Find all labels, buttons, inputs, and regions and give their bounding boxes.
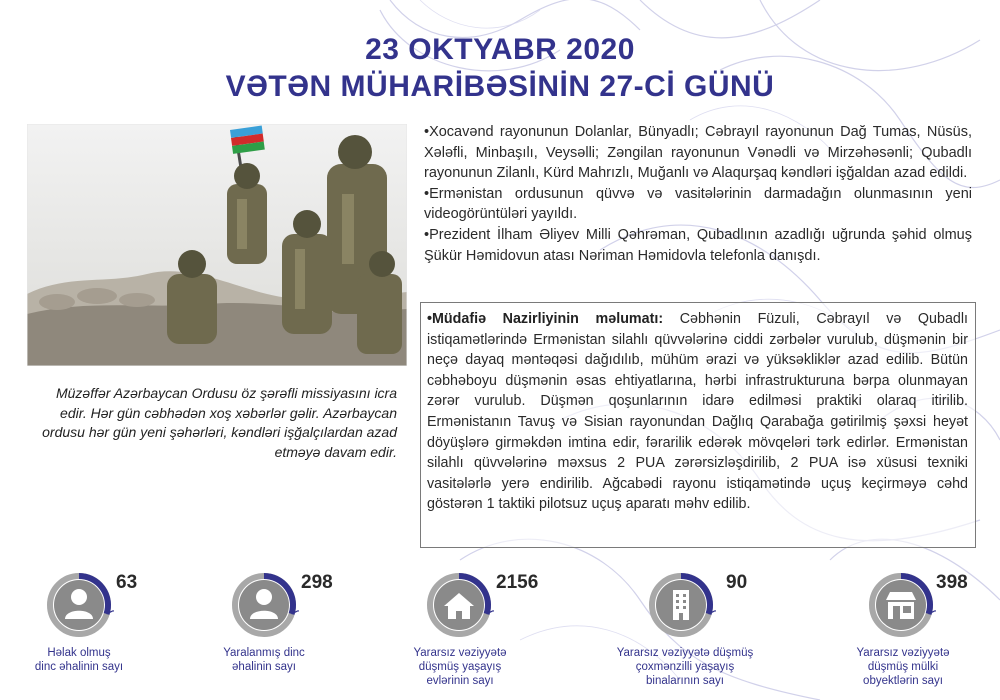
stat-label: Yaralanmış dinc əhalinin sayı xyxy=(223,647,305,673)
stat-ring xyxy=(646,570,716,640)
stat-apartment-buildings-destroyed xyxy=(616,570,846,690)
ministry-body: Cəbhənin Füzuli, Cəbrayıl və Qubadlı istiqamətlərində Ermənistan silahlı qüvvələrinə ciddi zərbələr vurulub, düşmənin bir neçə dayaq məntəqəsi dağıdılıb, mühüm ərazi və yüksəkliklər azad edilib. Bütün cəbhəboyu düşmənin əsas ehtiyatlarına, hərbi infrastrukturuna bərpa olunmayan zərər vurulub. Düşmən qoşunlarının idarə edilməsi praktiki olaraq itirilib. Ermənistanın Tavuş və Sisian rayonundan Dağlıq Qarabağa gətirilmiş şəxsi heyət döyüşlərə girməkdən imtina edir, fərarilik edərək mövqeləri tərk edirlər. Ermənistan silahlı qüvvələrinə məxsus 2 PUA zərərsizləşdirilib, 2 PUA isə xüsusi texniki vasitələrlə yerə endirilib. Ağcabədi rayonu istiqamətində uçuş keçirməyə cəhd göstərən 1 taktiki pilotsuz uçuş aparatı məhv edilib. xyxy=(427,311,968,513)
bullet-item: •Xocavənd rayonunun Dolanlar, Bünyadlı; Cəbrayıl rayonunun Dağ Tumas, Nüsüs, Xələfli, Minbaşılı, Veysəlli; Zəngilan rayonunun Vənədli və Mirzəhəsənli; Qubadlı rayonunun Zilanlı, Kürd Mahrızlı, Muğanlı və Alaqurşaq kəndləri işğaldan azad edildi. xyxy=(424,124,972,182)
shop-icon xyxy=(886,592,916,619)
page-title: VƏTƏN MÜHARİBƏSİNİN 27-Cİ GÜNÜ xyxy=(225,70,775,103)
ministry-heading: •Müdafiə Nazirliyinin məlumatı: xyxy=(427,311,664,327)
stat-value: 398 xyxy=(936,572,968,593)
ministry-info-box xyxy=(420,302,976,548)
news-photo xyxy=(27,124,407,366)
page-title-date: 23 OKTYABR 2020 xyxy=(365,33,635,66)
photo-caption: Müzəffər Azərbaycan Ordusu öz şərəfli missiyasını icra edir. Hər gün cəbhədən xoş xəbərlər gəlir. Azərbaycan ordusu hər gün yeni şəhərləri, kəndləri işğalçılardan azad etməyə davam edir. xyxy=(42,385,397,460)
stat-civilians-wounded xyxy=(223,570,429,690)
stat-label: Yararsız vəziyyətə düşmüş mülki obyektlərin sayı xyxy=(856,647,950,687)
stat-ring xyxy=(866,570,936,640)
bullet-item: •Prezident İlham Əliyev Milli Qəhrəman, Qubadlının azadlığı uğrunda şəhid olmuş Şükür Həmidovun atası Nəriman Həmidovla telefonla danışdı. xyxy=(424,226,972,264)
stat-label: Yararsız vəziyyətə düşmüş yaşayış evlərinin sayı xyxy=(413,647,507,687)
building-icon xyxy=(673,590,689,620)
stat-ring xyxy=(44,570,114,640)
stat-value: 63 xyxy=(116,572,138,593)
stat-ring xyxy=(424,570,494,640)
news-bullets xyxy=(424,122,972,266)
stat-value: 2156 xyxy=(496,572,539,593)
stat-label: Həlak olmuş dinc əhalinin sayı xyxy=(34,647,124,673)
stat-houses-destroyed xyxy=(413,570,624,690)
stat-civil-objects-destroyed xyxy=(856,570,1000,690)
stat-value: 90 xyxy=(726,572,748,593)
stat-ring xyxy=(229,570,299,640)
stat-label: Yararsız vəziyyətə düşmüş çoxmənzilli yaşayış binalarının sayı xyxy=(616,647,754,687)
stat-value: 298 xyxy=(301,572,333,593)
bullet-item: •Ermənistan ordusunun qüvvə və vasitələrinin darmadağın olunmasının yeni videogörüntüləri yayıldı. xyxy=(424,185,972,223)
